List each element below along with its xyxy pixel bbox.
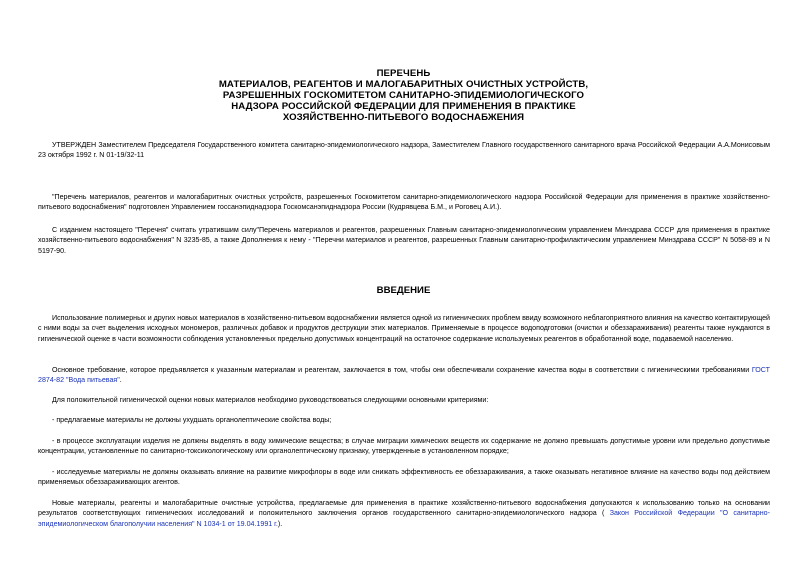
- intro-paragraph-2-end: .: [119, 376, 122, 385]
- intro-paragraph-3: Для положительной гигиенической оценки новых материалов необходимо руководствоваться следующими основными критериями:: [52, 396, 489, 404]
- criterion-2: - в процессе эксплуатации изделия не должны выделять в воду химические вещества; в случае миграции химических веществ их содержание не должно превышать допустимые уровни или предельно допустимые концентрации, установленные по санитарно-токсикологическому или органолептическому признаку, утвержденные в установленном порядке;: [38, 437, 770, 456]
- title-line-4: НАДЗОРА РОССИЙСКОЙ ФЕДЕРАЦИИ ДЛЯ ПРИМЕНЕНИЯ В ПРАКТИКЕ: [231, 101, 576, 112]
- criterion-1: - предлагаемые материалы не должны ухудшать органолептические свойства воды;: [52, 416, 332, 424]
- criterion-3: - исследуемые материалы не должны оказывать влияние на развитие микрофлоры в воде или снижать эффективность ее обеззараживания, а также оказывать негативное влияние на качество воды под действием применяемых обеззараживающих агентов.: [38, 468, 770, 487]
- title-line-2: МАТЕРИАЛОВ, РЕАГЕНТОВ И МАЛОГАБАРИТНЫХ ОЧИСТНЫХ УСТРОЙСТВ,: [218, 79, 589, 90]
- final-paragraph-end: ).: [277, 519, 283, 528]
- approved-paragraph: УТВЕРЖДЕН Заместителем Председателя Государственного комитета санитарно-эпидемиологического надзора, Заместителем Главного государственного санитарного врача Российской Федерации А.А.Монисовым 23 октября 1992 г. N 01-19/32-11: [38, 141, 770, 160]
- final-paragraph: [38, 498, 770, 529]
- title-line-5: ХОЗЯЙСТВЕННО-ПИТЬЕВОГО ВОДОСНАБЖЕНИЯ: [282, 112, 525, 123]
- title-line-3: РАЗРЕШЕННЫХ ГОСКОМИТЕТОМ САНИТАРНО-ЭПИДЕМИОЛОГИЧЕСКОГО: [222, 90, 585, 101]
- law-link[interactable]: Закон Российской Федерации "О санитарно-эпидемиологическом благополучии населения" N 1034-1 от 19.04.1991 г.: [38, 509, 770, 528]
- final-paragraph-text: Новые материалы, реагенты и малогабаритные очистные устройства, предлагаемые для применения в практике хозяйственно-питьевого водоснабжения допускаются к использованию только на основании результатов соответствующих гигиенических исследований и положительного заключения органов государственного санитарно-эпидемиологического надзора (: [38, 499, 770, 518]
- intro-paragraph-2-text: Основное требование, которое предъявляется к указанным материалам и реагентам, заключается в том, чтобы они обеспечивали сохранение качества воды в соответствии с гигиеническими требованиями: [52, 366, 750, 374]
- annulment-paragraph: С изданием настоящего "Перечня" считать утратившим силу"Перечень материалов и реагентов, разрешенных Главным санитарно-эпидемиологическим управлением Минздрава СССР для применения в практике хозяйственно-питьевого водоснабжения" N 3235-85, а также Дополнения к нему - "Перечни материалов и реагентов, разрешенных Главным санитарно-профилактическим управлением Минздрава СССР" N 5058-89 и N 5197-90.: [38, 226, 770, 255]
- document-title: [0, 68, 807, 123]
- prepared-paragraph: "Перечень материалов, реагентов и малогабаритных очистных устройств, разрешенных Госкомитетом санитарно-эпидемиологического надзора Российской Федерации для применения в практике хозяйственно-питьевого водоснабжения" подготовлен Управлением госсанэпиднадзора Госкомсанэпиднадзора России (Кудрявцева Б.М., и Роговец А.И.).: [38, 193, 770, 212]
- intro-paragraph-1: Использование полимерных и других новых материалов в хозяйственно-питьевом водоснабжении является одной из гигиенических проблем ввиду возможного неблагоприятного влияния на качество контактирующей с ними воды за счет выделения исходных мономеров, различных добавок и продуктов деструкции этих материалов. Применяемые в процессе водоподготовки (очистки и обеззараживания) реагенты также нуждаются в гигиенической оценке в части возможности соблюдения установленных предельно допустимых концентраций на остаточное содержание используемых реагентов в обработанной воде, подаваемой населению.: [38, 314, 770, 343]
- intro-paragraph-2: [38, 365, 770, 386]
- intro-heading: ВВЕДЕНИЕ: [376, 285, 431, 296]
- gost-link[interactable]: ГОСТ 2874-82 "Вода питьевая": [38, 366, 770, 385]
- title-line-1: ПЕРЕЧЕНЬ: [376, 68, 431, 79]
